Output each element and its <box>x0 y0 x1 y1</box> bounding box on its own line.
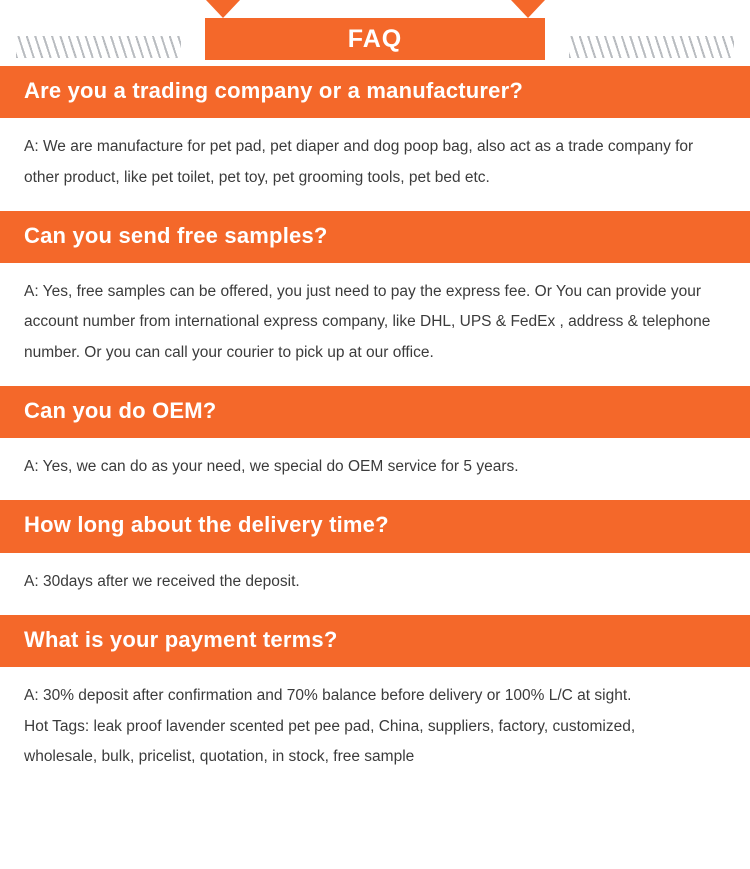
faq-answer-5 <box>0 667 750 790</box>
right-hatch-decoration <box>569 36 734 58</box>
faq-answer-2-text: A: Yes, free samples can be offered, you just need to pay the express fee. Or You can provide your account number from international express company, like DHL, UPS & FedEx , address & telephone number. Or you can call your courier to pick up at our office. <box>24 283 711 361</box>
faq-question-3: Can you do OEM? <box>0 386 750 438</box>
banner-left-notch-icon <box>206 0 240 18</box>
faq-header <box>0 0 750 66</box>
banner-right-notch-icon <box>511 0 545 18</box>
hot-tags-line-1: Hot Tags: leak proof lavender scented pet pee pad, China, suppliers, factory, customized, <box>24 717 636 735</box>
faq-question-4: How long about the delivery time? <box>0 500 750 552</box>
faq-question-5: What is your payment terms? <box>0 615 750 667</box>
faq-list <box>0 66 750 790</box>
faq-answer-3-text: A: Yes, we can do as your need, we special do OEM service for 5 years. <box>24 458 519 476</box>
left-hatch-decoration <box>16 36 181 58</box>
page-title: FAQ <box>347 25 403 53</box>
faq-answer-5-text: A: 30% deposit after confirmation and 70% balance before delivery or 100% L/C at sight. <box>24 687 632 705</box>
faq-answer-4 <box>0 553 750 615</box>
faq-question-2: Can you send free samples? <box>0 211 750 263</box>
hot-tags-line-2: wholesale, bulk, pricelist, quotation, in stock, free sample <box>24 747 415 765</box>
faq-answer-3 <box>0 438 750 500</box>
faq-question-1: Are you a trading company or a manufacturer? <box>0 66 750 118</box>
faq-answer-1-text: A: We are manufacture for pet pad, pet diaper and dog poop bag, also act as a trade company for other product, like pet toilet, pet toy, pet grooming tools, pet bed etc. <box>24 138 694 186</box>
faq-answer-2 <box>0 263 750 386</box>
faq-answer-1 <box>0 118 750 210</box>
faq-answer-4-text: A: 30days after we received the deposit. <box>24 572 300 590</box>
